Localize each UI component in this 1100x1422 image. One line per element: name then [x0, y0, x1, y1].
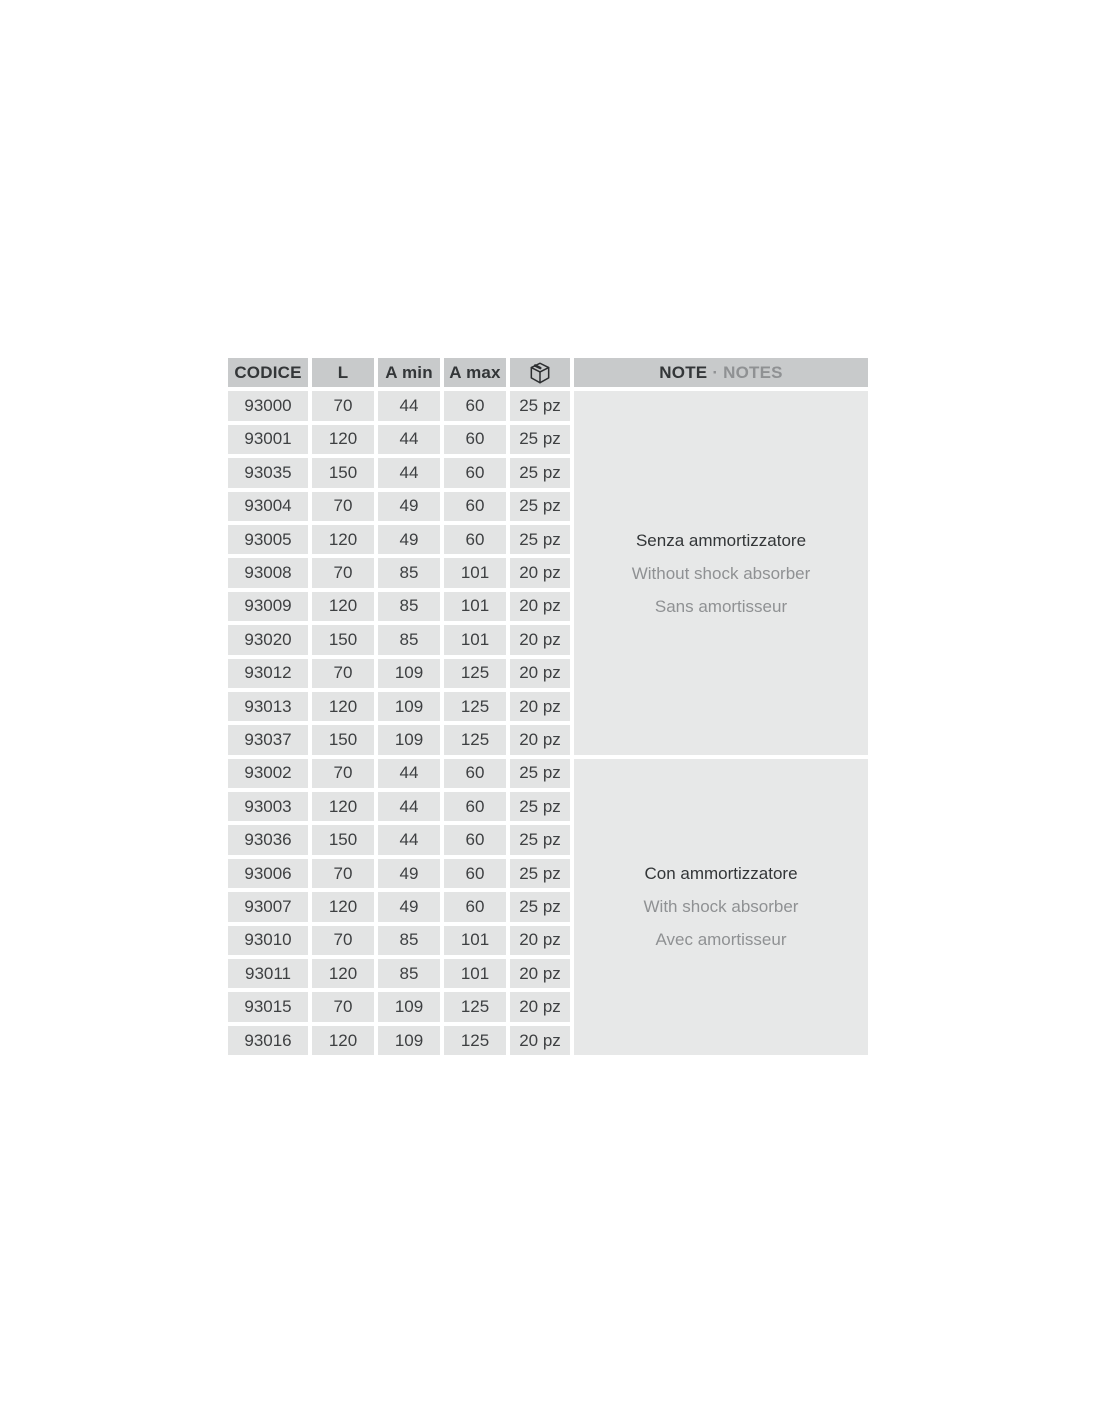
cell-l: 70	[312, 492, 374, 521]
note-text-french: Sans amortisseur	[654, 596, 788, 616]
cell-codice: 93011	[228, 959, 308, 988]
cell-qty: 20 pz	[510, 625, 570, 654]
cell-a-max: 125	[444, 1026, 506, 1055]
cell-a-min: 49	[378, 525, 440, 554]
cell-a-min: 44	[378, 792, 440, 821]
package-icon	[527, 360, 553, 386]
cell-l: 120	[312, 1026, 374, 1055]
cell-a-min: 44	[378, 759, 440, 788]
cell-codice: 93020	[228, 625, 308, 654]
cell-codice: 93013	[228, 692, 308, 721]
cell-qty: 25 pz	[510, 759, 570, 788]
cell-codice: 93008	[228, 558, 308, 587]
cell-l: 70	[312, 659, 374, 688]
note-text-italian: Con ammortizzatore	[644, 864, 798, 884]
cell-codice: 93015	[228, 992, 308, 1021]
column-header-l: L	[312, 358, 374, 387]
cell-a-min: 109	[378, 659, 440, 688]
cell-l: 70	[312, 759, 374, 788]
cell-qty: 20 pz	[510, 558, 570, 587]
cell-codice: 93002	[228, 759, 308, 788]
cell-l: 120	[312, 525, 374, 554]
cell-a-max: 101	[444, 625, 506, 654]
cell-a-min: 44	[378, 425, 440, 454]
cell-a-max: 101	[444, 926, 506, 955]
cell-qty: 20 pz	[510, 592, 570, 621]
cell-l: 120	[312, 692, 374, 721]
cell-a-max: 60	[444, 792, 506, 821]
note-text-french: Avec amortisseur	[655, 930, 787, 950]
cell-a-min: 109	[378, 725, 440, 754]
cell-codice: 93001	[228, 425, 308, 454]
cell-qty: 20 pz	[510, 1026, 570, 1055]
product-spec-table	[228, 358, 868, 1055]
cell-a-max: 60	[444, 391, 506, 420]
cell-qty: 25 pz	[510, 391, 570, 420]
cell-codice: 93016	[228, 1026, 308, 1055]
column-header-a-max: A max	[444, 358, 506, 387]
cell-a-max: 60	[444, 425, 506, 454]
cell-qty: 25 pz	[510, 492, 570, 521]
cell-qty: 25 pz	[510, 859, 570, 888]
cell-a-min: 85	[378, 592, 440, 621]
cell-qty: 20 pz	[510, 659, 570, 688]
cell-a-min: 109	[378, 992, 440, 1021]
cell-a-min: 44	[378, 391, 440, 420]
cell-l: 120	[312, 425, 374, 454]
cell-a-max: 60	[444, 859, 506, 888]
cell-l: 70	[312, 926, 374, 955]
cell-a-min: 49	[378, 859, 440, 888]
column-header-notes	[574, 358, 868, 387]
cell-a-max: 60	[444, 492, 506, 521]
cell-codice: 93005	[228, 525, 308, 554]
cell-l: 150	[312, 825, 374, 854]
cell-qty: 20 pz	[510, 692, 570, 721]
column-header-codice: CODICE	[228, 358, 308, 387]
cell-l: 120	[312, 959, 374, 988]
cell-qty: 20 pz	[510, 959, 570, 988]
note-header-secondary: · NOTES	[712, 362, 783, 382]
cell-a-max: 60	[444, 825, 506, 854]
cell-codice: 93006	[228, 859, 308, 888]
cell-a-max: 125	[444, 725, 506, 754]
note-text-italian: Senza ammortizzatore	[635, 530, 807, 550]
cell-qty: 25 pz	[510, 525, 570, 554]
cell-codice: 93000	[228, 391, 308, 420]
cell-codice: 93035	[228, 458, 308, 487]
cell-codice: 93036	[228, 825, 308, 854]
cell-codice: 93010	[228, 926, 308, 955]
cell-a-min: 109	[378, 1026, 440, 1055]
cell-l: 150	[312, 725, 374, 754]
cell-a-max: 101	[444, 592, 506, 621]
note-group-with-shock-absorber	[574, 759, 868, 1056]
cell-a-max: 125	[444, 692, 506, 721]
cell-l: 70	[312, 859, 374, 888]
cell-l: 70	[312, 992, 374, 1021]
cell-a-min: 109	[378, 692, 440, 721]
note-text-english: With shock absorber	[643, 897, 799, 917]
cell-codice: 93007	[228, 892, 308, 921]
cell-codice: 93009	[228, 592, 308, 621]
cell-a-max: 125	[444, 659, 506, 688]
cell-a-min: 85	[378, 558, 440, 587]
cell-a-max: 125	[444, 992, 506, 1021]
cell-l: 70	[312, 391, 374, 420]
cell-a-min: 85	[378, 926, 440, 955]
cell-codice: 93004	[228, 492, 308, 521]
cell-a-max: 60	[444, 892, 506, 921]
cell-codice: 93012	[228, 659, 308, 688]
cell-a-min: 49	[378, 492, 440, 521]
column-header-package	[510, 358, 570, 387]
cell-codice: 93003	[228, 792, 308, 821]
cell-l: 70	[312, 558, 374, 587]
cell-qty: 25 pz	[510, 892, 570, 921]
cell-a-max: 60	[444, 525, 506, 554]
cell-l: 150	[312, 458, 374, 487]
cell-qty: 20 pz	[510, 926, 570, 955]
cell-a-min: 44	[378, 458, 440, 487]
cell-a-min: 44	[378, 825, 440, 854]
cell-a-max: 60	[444, 759, 506, 788]
cell-a-max: 101	[444, 558, 506, 587]
cell-l: 120	[312, 792, 374, 821]
cell-qty: 25 pz	[510, 825, 570, 854]
cell-a-max: 60	[444, 458, 506, 487]
cell-l: 120	[312, 592, 374, 621]
cell-qty: 25 pz	[510, 425, 570, 454]
cell-qty: 20 pz	[510, 725, 570, 754]
note-text-english: Without shock absorber	[631, 563, 811, 583]
cell-l: 120	[312, 892, 374, 921]
note-header-primary: NOTE	[659, 362, 708, 382]
cell-l: 150	[312, 625, 374, 654]
cell-a-min: 85	[378, 959, 440, 988]
cell-a-min: 85	[378, 625, 440, 654]
cell-a-min: 49	[378, 892, 440, 921]
cell-codice: 93037	[228, 725, 308, 754]
note-group-without-shock-absorber	[574, 391, 868, 754]
column-header-a-min: A min	[378, 358, 440, 387]
cell-qty: 25 pz	[510, 458, 570, 487]
cell-qty: 25 pz	[510, 792, 570, 821]
cell-a-max: 101	[444, 959, 506, 988]
cell-qty: 20 pz	[510, 992, 570, 1021]
